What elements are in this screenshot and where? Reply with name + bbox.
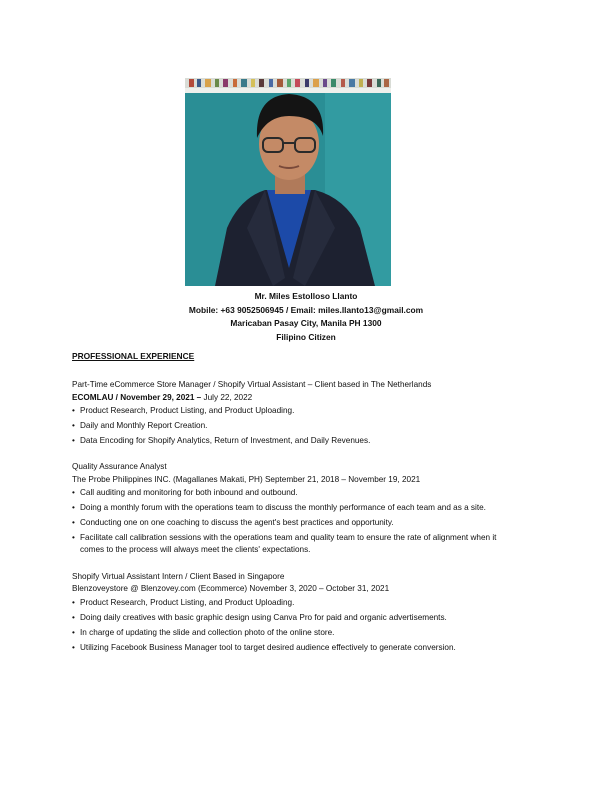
list-item: • Doing a monthly forum with the operations team to discuss the monthly performance of each team and as a site.: [72, 502, 512, 514]
job-employer: The Probe Philippines INC.: [72, 474, 171, 484]
experience-section: [72, 351, 512, 664]
list-item: • In charge of updating the slide and collection photo of the online store.: [72, 627, 512, 639]
job-title: Part-Time eCommerce Store Manager / Shopify Virtual Assistant – Client based in The Netherlands: [72, 380, 432, 389]
job-title: Shopify Virtual Assistant Intern / Client Based in Singapore: [72, 571, 285, 581]
job-duties: [72, 405, 512, 447]
section-title: PROFESSIONAL EXPERIENCE: [72, 351, 195, 361]
job-dates: July 22, 2022: [203, 392, 253, 402]
job-employer-dates: [72, 392, 512, 405]
list-item: • Facilitate call calibration sessions with the operations team and quality team to ensure the rate of alignment when it comes to the process will always meet the clients' expectations.: [72, 532, 512, 556]
list-item: • Doing daily creatives with basic graphic design using Canva Pro for paid and organic advertisements.: [72, 612, 512, 624]
job-title: Quality Assurance Analyst: [72, 462, 167, 472]
list-item: • Conducting one on one coaching to discuss the agent's best practices and opportunity.: [72, 517, 512, 529]
address: Maricaban Pasay City, Manila PH 1300: [230, 318, 382, 329]
job-entry: [72, 571, 512, 654]
job-entry: [72, 379, 512, 447]
job-entry: [72, 461, 512, 556]
job-employer: ECOMLAU / November 29, 2021 –: [72, 392, 202, 402]
citizenship: Filipino Citizen: [276, 331, 336, 342]
job-employer: Blenzoveystore @ Blenzovey.com (Ecommerce) November 3, 2020 – October 31, 2021: [72, 584, 390, 594]
profile-photo: [185, 78, 391, 286]
job-duties: [72, 487, 512, 556]
phone-email: Mobile: +63 9052506945 / Email: miles.llanto13@gmail.com: [188, 304, 424, 315]
list-item: • Daily and Monthly Report Creation.: [72, 420, 512, 432]
job-duties: [72, 597, 512, 654]
job-dates: (Magallanes Makati, PH) September 21, 2018 – November 19, 2021: [173, 474, 421, 484]
list-item: • Data Encoding for Shopify Analytics, Return of Investment, and Daily Revenues.: [72, 435, 512, 447]
list-item: • Product Research, Product Listing, and Product Uploading.: [72, 405, 512, 417]
list-item: • Utilizing Facebook Business Manager tool to target desired audience effectively to generate conversion.: [72, 642, 512, 654]
list-item: • Call auditing and monitoring for both inbound and outbound.: [72, 487, 512, 499]
list-item: • Product Research, Product Listing, and Product Uploading.: [72, 597, 512, 609]
full-name: Mr. Miles Estolloso Llanto: [254, 291, 358, 301]
contact-block: [0, 290, 612, 344]
job-employer-dates: [72, 474, 512, 487]
job-employer-dates: [72, 583, 512, 596]
